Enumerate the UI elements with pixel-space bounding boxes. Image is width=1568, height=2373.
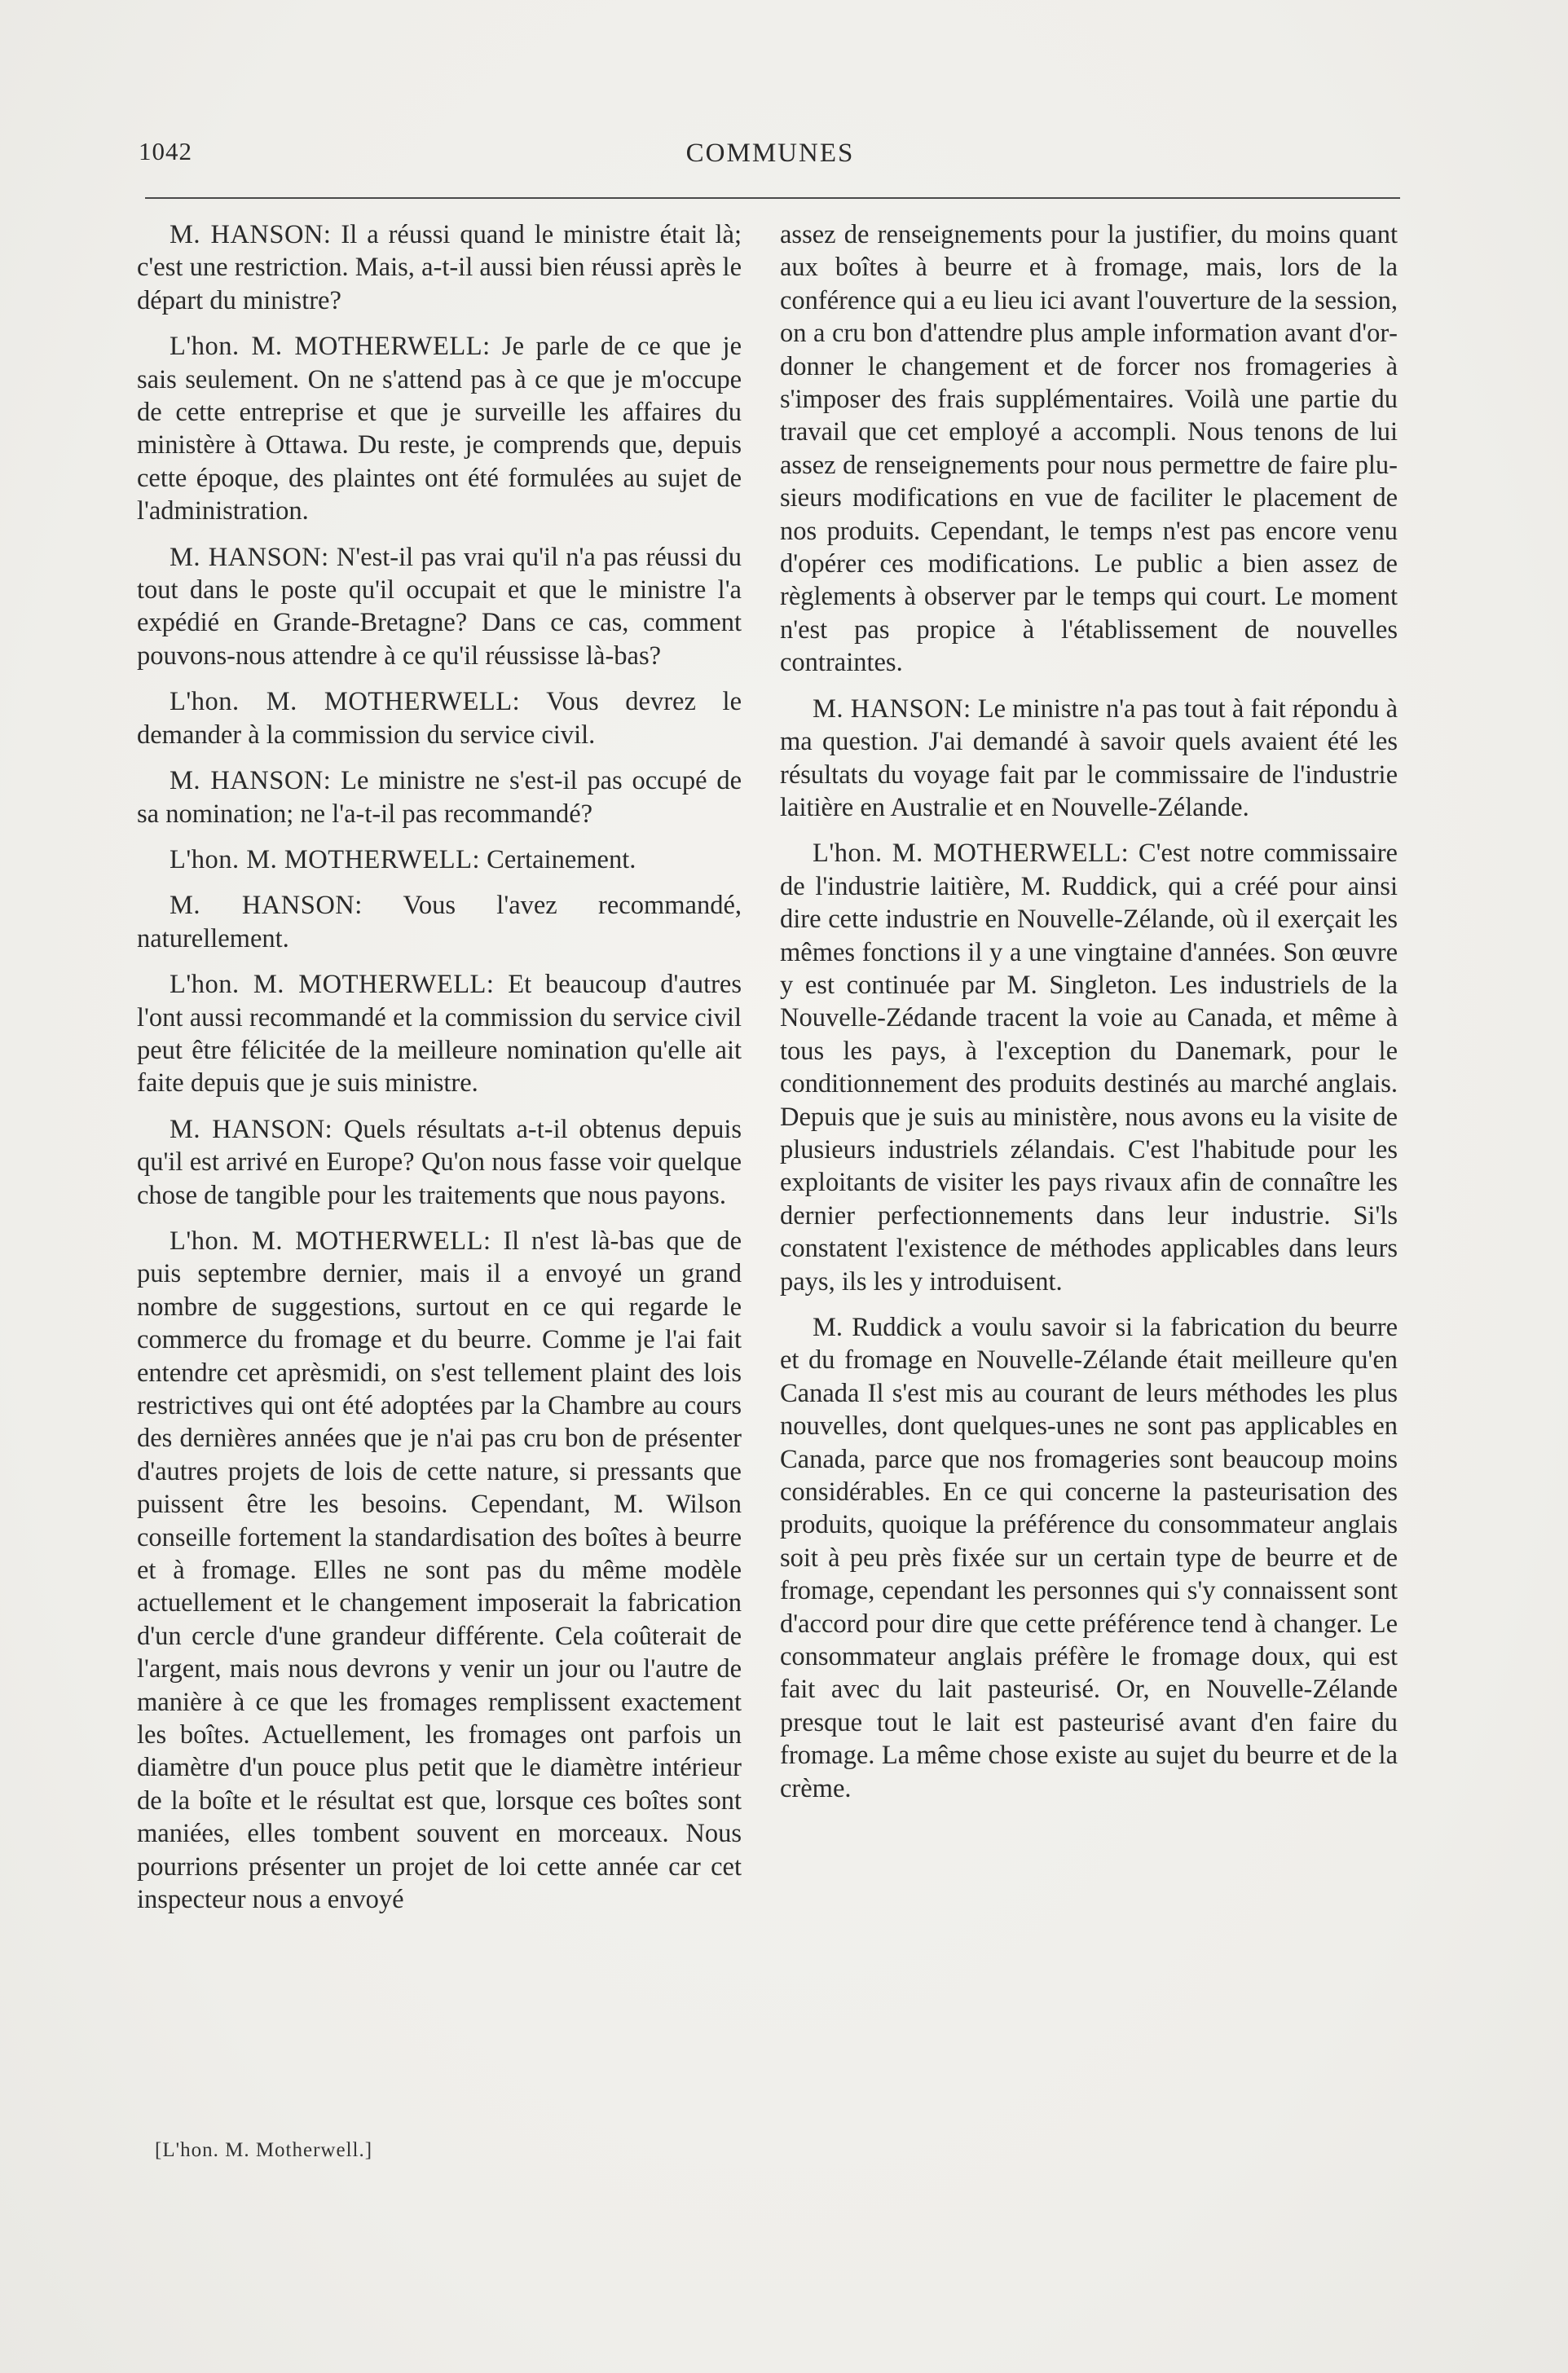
- paragraph-text: Je parle de ce que je sais seulement. On ne s'attend pas à ce que je m'occupe de cette entreprise et que je surveille les affaires du ministère à Ottawa. Du reste, je comprends que, depuis cette époque, des plaintes ont été formulées au sujet de l'administration.: [137, 332, 742, 526]
- paragraph: [137, 541, 742, 673]
- paragraph: [137, 764, 742, 830]
- paragraph-text: N'est-il pas vrai qu'il n'a pas réussi du tout dans le poste qu'il occupait et que le ministre l'a expédié en Grande-Bretagne? Dans ce cas, comment pouvons-nous attendre à ce qu'il réussisse là-bas?: [137, 542, 742, 671]
- speaker-name: M. HANSON:: [170, 766, 332, 796]
- header-rule: [145, 197, 1400, 199]
- speaker-name: M. HANSON:: [813, 693, 971, 724]
- speaker-name: L'hon. M. MOTHERWELL:: [170, 1226, 491, 1256]
- paragraph: [780, 218, 1398, 680]
- paragraph: [137, 968, 742, 1100]
- paragraph-text: assez de renseignements pour la justifier, du moins quant aux boîtes à beurre et à fromage, mais, lors de la conférence qui a eu lieu ici avant l'ouverture de la session, on a cru bon d'attendre plus ample information avant d'ordonner le changement et de forcer nos fromageries à s'imposer des frais supplémentaires. Voilà une partie du travail que cet employé a accompli. Nous tenons de lui assez de renseignements pour nous permettre de faire plusieurs modifications en vue de faciliter le placement de nos produits. Cependant, le temps n'est pas encore venu d'opérer ces modifications. Le public a bien assez de règlements à observer par le temps qui court. Le moment n'est pas propice à l'établissement de nouvelles contraintes.: [780, 220, 1398, 678]
- paragraph: [780, 1311, 1398, 1805]
- paragraph-text: Quels résultats a-t-il obtenus depuis qu'il est arrivé en Europe? Qu'on nous fasse voir quelque chose de tangible pour les traitements que nous payons.: [137, 1114, 742, 1210]
- speaker-name: L'hon. M. MOTHERWELL:: [813, 839, 1130, 869]
- page-number: 1042: [139, 137, 192, 165]
- speaker-name: M. HANSON:: [170, 891, 363, 921]
- speaker-name: L'hon. M. MOTHERWELL:: [170, 844, 481, 874]
- paragraph-text: Certainement.: [480, 844, 636, 874]
- speaker-name: L'hon. M. MOTHERWELL:: [170, 687, 521, 717]
- paragraph: [780, 693, 1398, 825]
- page-header: [139, 137, 1402, 178]
- footer-attribution: [L'hon. M. Motherwell.]: [155, 2139, 373, 2161]
- speaker-name: L'hon. M. MOTHERWELL:: [170, 970, 495, 1000]
- right-column: [780, 218, 1398, 1818]
- running-head: COMMUNES: [685, 139, 855, 168]
- paragraph: [137, 843, 742, 876]
- paragraph: [137, 685, 742, 751]
- paragraph-text: Vous devrez le demander à la commission du service civil.: [137, 687, 742, 750]
- left-column: [137, 218, 742, 1930]
- paragraph-text: C'est notre commissaire de l'industrie laitière, M. Ruddick, qui a créé pour ainsi dire cette industrie en Nouvelle-Zélande, où il exerçait les mêmes fonctions il y a une vingtaine d'années. Son œuvre y est continuée par M. Singleton. Les industriels de la Nouvelle-Zédande tracent la voie au Canada, et même à tous les pays, à l'exception du Danemark, pour le conditionnement des produits destinés au marché anglais. Depuis que je suis au ministère, nous avons eu la visite de plusieurs industriels zélandais. C'est l'habitude pour les exploitants de visiter les pays rivaux afin de connaître les dernier perfectionnements dans leur industrie. Si'ls constatent l'existence de méthodes applicables dans leurs pays, ils les y introduisent.: [780, 839, 1398, 1297]
- paragraph-text: Le ministre n'a pas tout à fait répondu à ma question. J'ai demandé à savoir quels avaient été les résultats du voyage fait par le commissaire de l'industrie laitière en Australie et en Nouvelle-Zélande.: [780, 693, 1398, 822]
- paragraph: [137, 1225, 742, 1917]
- paragraph-text: Il n'est là-bas que de puis septembre dernier, mais il a envoyé un grand nombre de suggestions, surtout en ce qui regarde le commerce du fromage et du beurre. Comme je l'ai fait entendre cet aprèsmidi, on s'est tellement plaint des lois restrictives qui ont été adoptées par la Chambre au cours des dernières années que je n'ai pas cru bon de présenter d'autres projets de lois de cette nature, si pressants que puissent être les besoins. Cependant, M. Wilson conseille fortement la standardisation des boîtes à beurre et à fromage. Elles ne sont pas du même modèle actuellement et le changement imposerait la fabrication d'un cercle d'une grandeur différente. Cela coûterait de l'argent, mais nous devrons y venir un jour ou l'autre de manière à ce que les fromages remplissent exactement les boîtes. Actuellement, les fromages ont parfois un diamètre d'un pouce plus petit que le diamètre intérieur de la boîte et le résultat est que, lorsque ces boîtes sont maniées, elles tombent souvent en morceaux. Nous pourrions présenter un projet de loi cette année car cet inspecteur nous a envoyé: [137, 1226, 742, 1915]
- paragraph-text: Le ministre ne s'est-il pas occupé de sa nomination; ne l'a-t-il pas recommandé?: [137, 766, 742, 829]
- speaker-name: L'hon. M. MOTHERWELL:: [170, 332, 491, 362]
- paragraph-text: Il a réussi quand le ministre était là; c'est une restriction. Mais, a-t-il aussi bien réussi après le départ du ministre?: [137, 220, 742, 315]
- speaker-name: M. HANSON:: [170, 542, 329, 572]
- speaker-name: M. HANSON:: [170, 1114, 333, 1144]
- paragraph-text: Vous l'avez recommandé, naturellement.: [137, 891, 742, 953]
- paragraph: [137, 218, 742, 317]
- paragraph: [780, 837, 1398, 1298]
- paragraph: [137, 330, 742, 527]
- speaker-name: M. HANSON:: [170, 220, 332, 249]
- paragraph: [137, 889, 742, 955]
- paragraph-text: Et beaucoup d'autres l'ont aussi recommandé et la commission du service civil peut être félicitée de la meilleure nomination qu'elle ait faite depuis que je suis ministre.: [137, 970, 742, 1098]
- paragraph: [137, 1113, 742, 1212]
- paragraph-text: M. Ruddick a voulu savoir si la fabrication du beurre et du fromage en Nouvelle-Zélande était meilleure qu'en Canada Il s'est mis au courant de leurs méthodes les plus nouvelles, dont quelques-unes ne sont pas applicables en Canada, parce que nos fromageries sont beaucoup moins considérables. En ce qui concerne la pasteurisation des produits, quoique la préférence du consommateur anglais soit à peu près fixée sur un certain type de beurre et de fromage, cependant les personnes qui s'y connaissent sont d'accord pour dire que cette préférence tend à changer. Le consommateur anglais préfère le fromage doux, qui est fait avec du lait pasteurisé. Or, en Nouvelle-Zélande presque tout le lait est pasteurisé avant d'en faire du fromage. La même chose existe au sujet du beurre et de la crème.: [780, 1313, 1398, 1803]
